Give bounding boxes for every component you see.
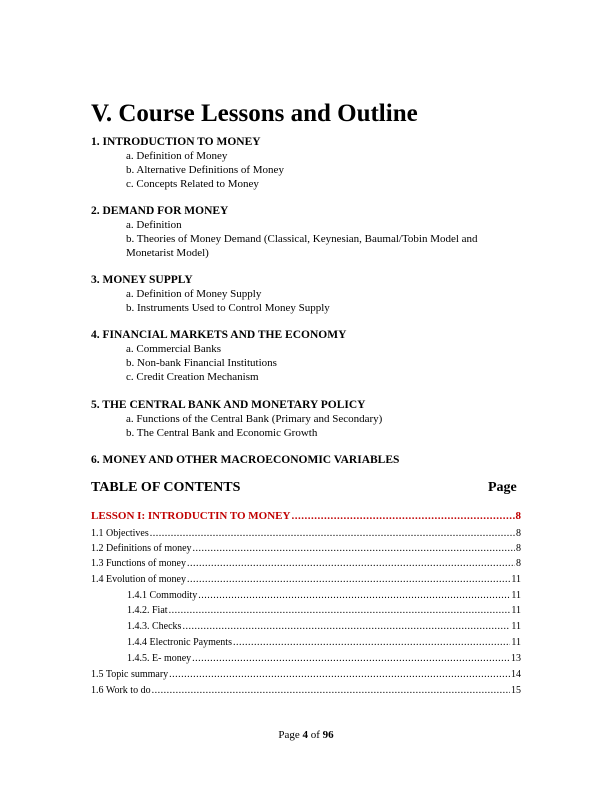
toc-entry[interactable] [91,528,521,542]
toc-entry-label: 1.5 Topic summary [91,669,169,680]
toc-leader-dots [193,543,515,554]
footer-current-page: 4 [302,729,308,741]
toc-title: TABLE OF CONTENTS [91,480,241,495]
section-heading: 1. INTRODUCTION TO MONEY [91,136,261,148]
section-item: a. Commercial Banks [126,343,222,355]
toc-subentry[interactable] [127,637,521,651]
toc-entry-page: 11 [511,574,521,585]
toc-entry-label: 1.4.5. E- money [127,653,192,664]
toc-entry-label: 1.4 Evolution of money [91,574,186,585]
section-heading: 6. MONEY AND OTHER MACROECONOMIC VARIABLES [91,454,400,466]
page-title: V. Course Lessons and Outline [91,100,418,127]
toc-leader-dots [182,621,510,632]
section-item: b. Alternative Definitions of Money [126,164,284,176]
section-item: a. Definition of Money [126,150,228,162]
section-heading: 5. THE CENTRAL BANK AND MONETARY POLICY [91,399,366,411]
toc-entry-page: 8 [516,528,521,539]
toc-leader-dots [169,605,511,616]
footer-total-pages: 96 [322,729,334,741]
section-heading: 2. DEMAND FOR MONEY [91,205,229,217]
toc-entry-page: 8 [516,543,521,554]
toc-entry-page: 11 [511,590,521,601]
toc-entry-page: 8 [515,510,521,522]
toc-entry-label: LESSON I: INTRODUCTIN TO MONEY [91,510,291,522]
toc-entry[interactable] [91,558,521,572]
section-item: a. Functions of the Central Bank (Primary and Secondary) [126,413,383,425]
footer-of: of [310,729,320,741]
section-item: b. The Central Bank and Economic Growth [126,427,318,439]
section-heading: 3. MONEY SUPPLY [91,274,193,286]
toc-entry-label: 1.4.2. Fiat [127,605,168,616]
toc-entry-label: 1.2 Definitions of money [91,543,192,554]
toc-leader-dots [291,510,514,522]
section-item: b. Theories of Money Demand (Classical, Keynesian, Baumal/Tobin Model and [126,233,478,245]
toc-leader-dots [150,528,515,539]
toc-entry-label: 1.6 Work to do [91,685,151,696]
toc-entry-page: 15 [511,685,521,696]
toc-entry[interactable] [91,543,521,557]
toc-leader-dots [152,685,510,696]
toc-entry-label: 1.1 Objectives [91,528,149,539]
section-item: c. Credit Creation Mechanism [126,371,259,383]
toc-page-label: Page [488,480,517,495]
toc-leader-dots [187,574,510,585]
section-item: Monetarist Model) [126,247,209,259]
section-item: b. Instruments Used to Control Money Supply [126,302,330,314]
section-item: a. Definition [126,219,182,231]
section-item: b. Non-bank Financial Institutions [126,357,277,369]
toc-entry-page: 11 [511,621,521,632]
page-footer [0,729,612,741]
toc-entry-page: 11 [511,637,521,648]
section-item: a. Definition of Money Supply [126,288,262,300]
footer-prefix: Page [278,729,300,741]
toc-subentry[interactable] [127,621,521,635]
toc-subentry[interactable] [127,605,521,619]
toc-entry-label: 1.4.4 Electronic Payments [127,637,232,648]
toc-leader-dots [198,590,510,601]
toc-entry-page: 13 [511,653,521,664]
toc-entry-page: 11 [511,605,521,616]
toc-leader-dots [233,637,510,648]
toc-entry-label: 1.3 Functions of money [91,558,186,569]
toc-leader-dots [192,653,510,664]
toc-entry-label: 1.4.1 Commodity [127,590,198,601]
toc-entry[interactable] [91,685,521,699]
toc-entry[interactable] [91,669,521,683]
toc-leader-dots [187,558,515,569]
toc-entry-page: 14 [511,669,521,680]
section-heading: 4. FINANCIAL MARKETS AND THE ECONOMY [91,329,347,341]
section-item: c. Concepts Related to Money [126,178,259,190]
toc-leader-dots [169,669,510,680]
toc-lesson-entry[interactable] [91,510,521,525]
toc-entry[interactable] [91,574,521,588]
toc-subentry[interactable] [127,590,521,604]
toc-subentry[interactable] [127,653,521,667]
toc-entry-label: 1.4.3. Checks [127,621,182,632]
toc-entry-page: 8 [516,558,521,569]
